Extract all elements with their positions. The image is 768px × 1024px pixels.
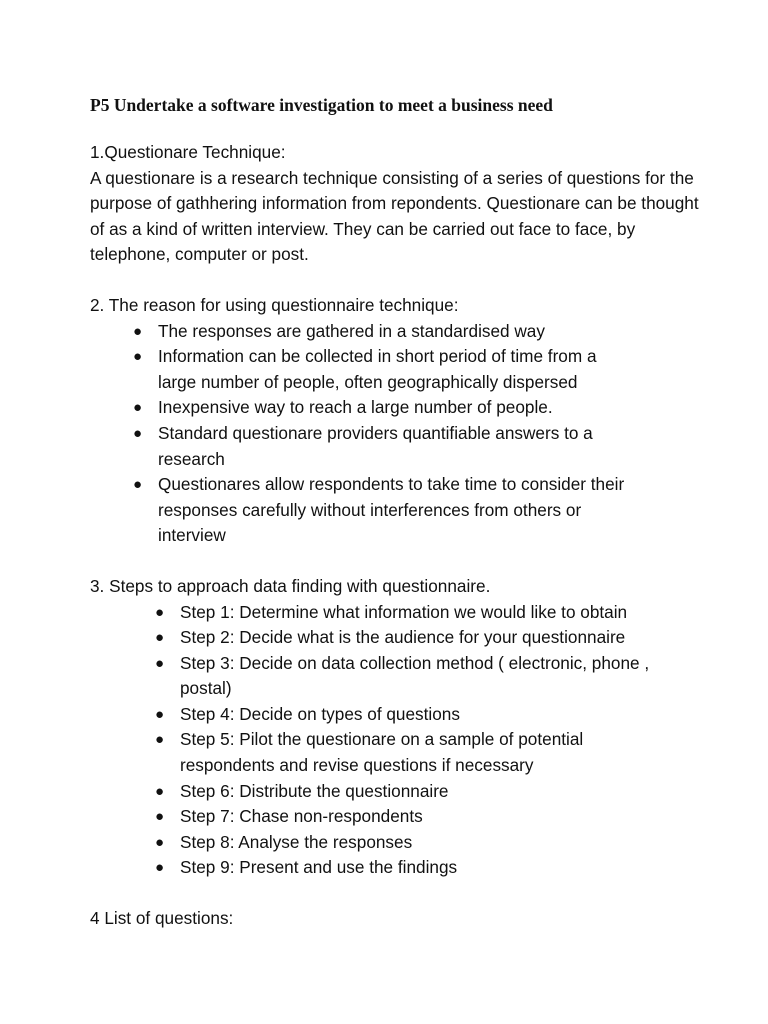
bullet-icon: ● <box>155 654 165 672</box>
list-item-text: Step 2: Decide what is the audience for your questionnaire <box>180 627 626 648</box>
list-item-text: Standard questionare providers quantifiable answers to a research <box>158 422 593 469</box>
list-item <box>155 651 680 702</box>
document-page <box>90 92 700 932</box>
list-item-text: Step 7: Chase non-respondents <box>180 806 423 827</box>
list-item <box>155 727 680 778</box>
list-item-text: Step 8: Analyse the responses <box>180 831 413 852</box>
list-item-text: The responses are gathered in a standardised way <box>158 320 545 341</box>
list-item <box>155 804 680 830</box>
list-item-text: Step 4: Decide on types of questions <box>180 703 460 724</box>
bullet-icon: ● <box>155 629 165 647</box>
bullet-icon: ● <box>133 476 143 494</box>
section-heading: 4 List of questions: <box>90 908 234 929</box>
list-item <box>133 344 638 395</box>
list-item <box>155 779 680 805</box>
list-item-text: Information can be collected in short period of time from a large number of people, often geographically dispersed <box>158 346 597 392</box>
document-title: P5 Undertake a software investigation to meet a business need <box>90 95 553 115</box>
section-paragraph: A questionare is a research technique consisting of a series of questions for the purpose of gathhering information from repondents. Questionare can be thought of as a kind of written interview. They can be carried out face to face, by telephone, computer or post. <box>90 167 699 265</box>
section-reasons <box>90 293 700 549</box>
list-item-text: Questionares allow respondents to take time to consider their responses carefully without interferences from others or interview <box>158 474 625 546</box>
list-item-text: Step 6: Distribute the questionnaire <box>180 780 449 801</box>
list-item <box>155 855 680 881</box>
bullet-icon: ● <box>133 399 143 417</box>
bullet-icon: ● <box>155 833 165 851</box>
bullet-list <box>90 319 638 549</box>
section-heading: 2. The reason for using questionnaire technique: <box>90 294 459 315</box>
list-item-text: Inexpensive way to reach a large number of people. <box>158 397 553 418</box>
section-heading: 1.Questionare Technique: <box>90 142 286 162</box>
bullet-icon: ● <box>155 603 165 621</box>
list-item <box>133 319 638 345</box>
list-item <box>133 421 638 472</box>
section-heading: 3. Steps to approach data finding with questionnaire. <box>90 575 491 596</box>
list-item <box>155 600 680 626</box>
bullet-icon: ● <box>155 782 165 800</box>
section-questionnaire-technique <box>90 140 700 268</box>
list-item-text: Step 1: Determine what information we would like to obtain <box>180 601 628 622</box>
list-item <box>155 702 680 728</box>
bullet-icon: ● <box>155 808 165 826</box>
bullet-icon: ● <box>133 322 143 340</box>
bullet-icon: ● <box>133 348 143 366</box>
list-item <box>133 395 638 421</box>
list-item <box>133 472 638 549</box>
bullet-list <box>90 600 680 882</box>
bullet-icon: ● <box>155 859 165 877</box>
section-list-of-questions <box>90 906 700 932</box>
list-item-text: Step 5: Pilot the questionare on a sample of potential respondents and revise questions if necessary <box>180 729 584 776</box>
list-item-text: Step 9: Present and use the findings <box>180 857 458 878</box>
bullet-icon: ● <box>133 424 143 442</box>
list-item <box>155 625 680 651</box>
bullet-icon: ● <box>155 705 165 723</box>
list-item-text: Step 3: Decide on data collection method ( electronic, phone , postal) <box>180 652 650 699</box>
bullet-icon: ● <box>155 731 165 749</box>
list-item <box>155 830 680 856</box>
section-steps <box>90 574 700 881</box>
